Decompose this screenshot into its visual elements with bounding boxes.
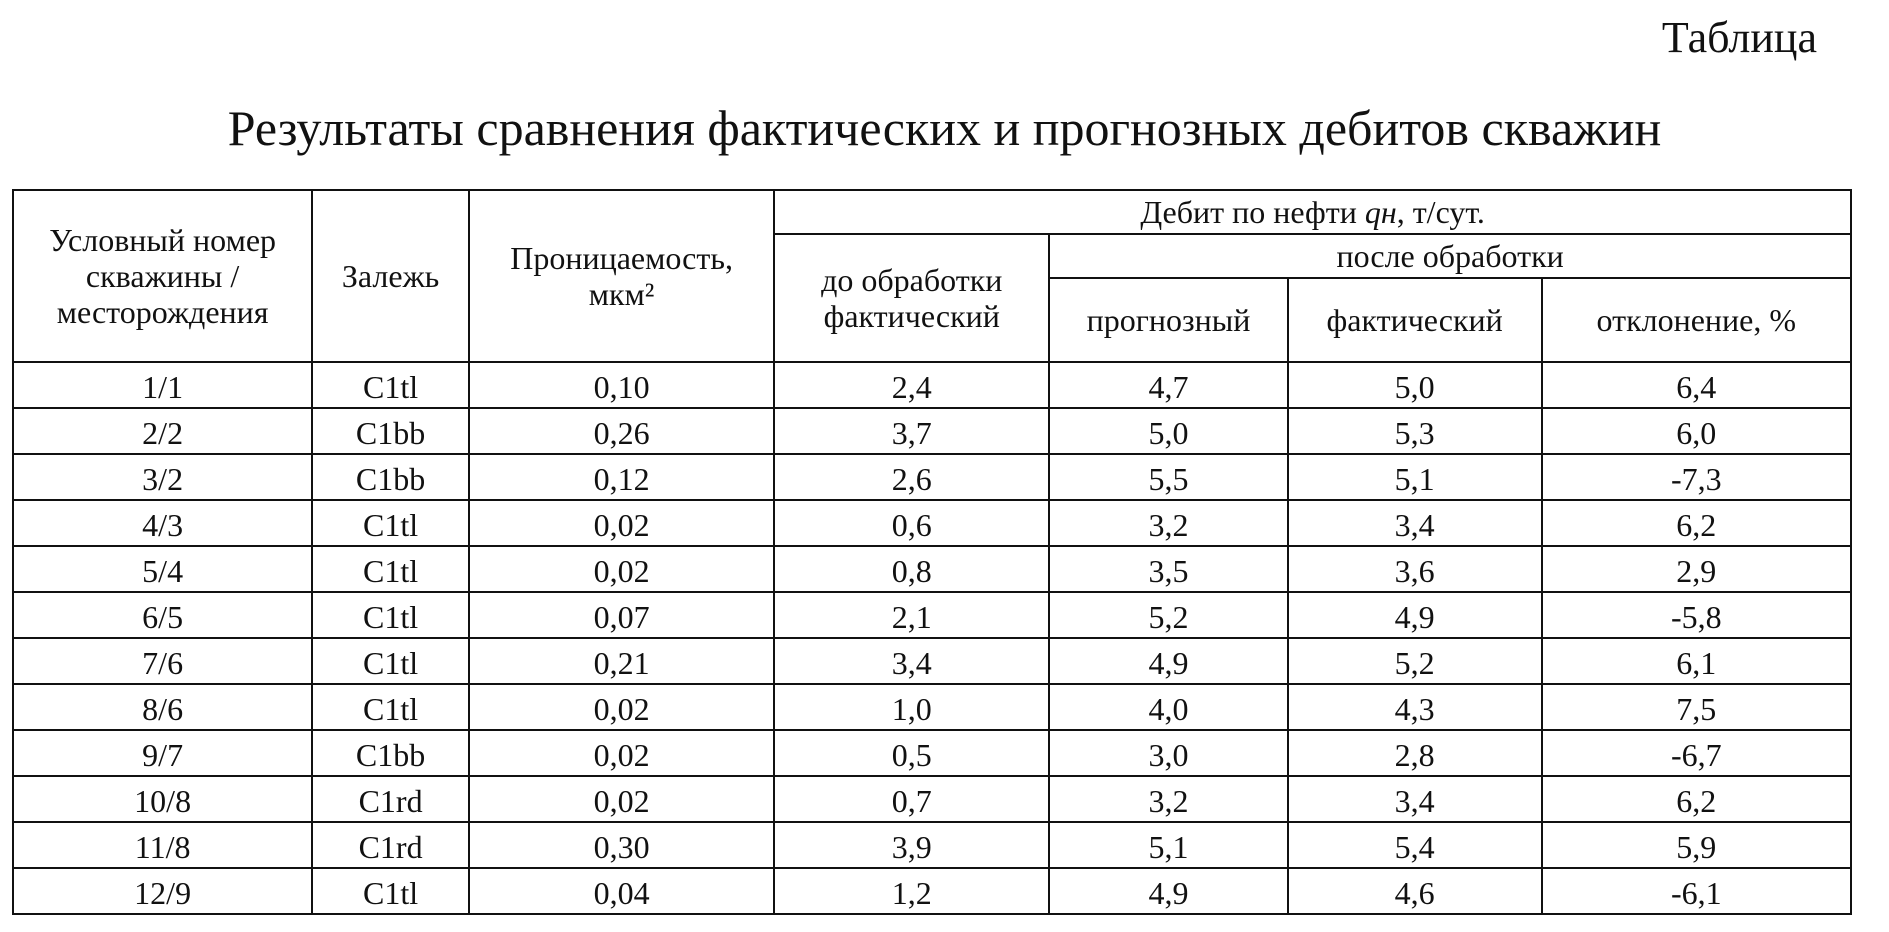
cell-permeability: 0,02 [469, 730, 774, 776]
header-well-number: Условный номер скважины / месторождения [13, 190, 312, 362]
table-row [13, 408, 1851, 454]
cell-actual: 3,6 [1288, 546, 1542, 592]
header-before-treatment: до обработки фактический [774, 234, 1049, 362]
table-body [13, 362, 1851, 914]
cell-well-number: 11/8 [13, 822, 312, 868]
header-deposit: Залежь [312, 190, 469, 362]
cell-well-number: 2/2 [13, 408, 312, 454]
cell-actual: 5,2 [1288, 638, 1542, 684]
cell-actual: 3,4 [1288, 500, 1542, 546]
cell-well-number: 5/4 [13, 546, 312, 592]
cell-deposit: C1tl [312, 638, 469, 684]
cell-deviation: 6,2 [1542, 776, 1851, 822]
cell-permeability: 0,10 [469, 362, 774, 408]
cell-before-treatment: 0,7 [774, 776, 1049, 822]
cell-forecast: 3,5 [1049, 546, 1288, 592]
cell-forecast: 3,0 [1049, 730, 1288, 776]
cell-deposit: C1bb [312, 730, 469, 776]
header-forecast: прогнозный [1049, 278, 1288, 362]
cell-permeability: 0,07 [469, 592, 774, 638]
cell-permeability: 0,30 [469, 822, 774, 868]
cell-before-treatment: 1,2 [774, 868, 1049, 914]
cell-before-treatment: 2,1 [774, 592, 1049, 638]
cell-actual: 5,1 [1288, 454, 1542, 500]
cell-permeability: 0,02 [469, 776, 774, 822]
cell-deviation: 6,0 [1542, 408, 1851, 454]
cell-deposit: C1tl [312, 868, 469, 914]
cell-deposit: C1tl [312, 592, 469, 638]
cell-actual: 2,8 [1288, 730, 1542, 776]
table-label: Таблица [1661, 13, 1817, 62]
table-row [13, 546, 1851, 592]
table-row [13, 500, 1851, 546]
cell-deviation: -6,1 [1542, 868, 1851, 914]
cell-deposit: C1tl [312, 546, 469, 592]
table-row [13, 822, 1851, 868]
header-oil-flow-prefix: Дебит по нефти [1140, 194, 1365, 230]
cell-deviation: 6,1 [1542, 638, 1851, 684]
cell-well-number: 6/5 [13, 592, 312, 638]
cell-actual: 5,4 [1288, 822, 1542, 868]
cell-deviation: 2,9 [1542, 546, 1851, 592]
header-permeability: Проницаемость, мкм² [469, 190, 774, 362]
cell-actual: 3,4 [1288, 776, 1542, 822]
cell-actual: 5,0 [1288, 362, 1542, 408]
table-row [13, 638, 1851, 684]
cell-well-number: 7/6 [13, 638, 312, 684]
cell-forecast: 5,0 [1049, 408, 1288, 454]
table-row [13, 730, 1851, 776]
cell-forecast: 4,7 [1049, 362, 1288, 408]
cell-deviation: -5,8 [1542, 592, 1851, 638]
cell-deposit: C1tl [312, 500, 469, 546]
cell-permeability: 0,26 [469, 408, 774, 454]
cell-before-treatment: 3,4 [774, 638, 1049, 684]
table-row [13, 776, 1851, 822]
cell-forecast: 3,2 [1049, 776, 1288, 822]
header-oil-flow-group [774, 190, 1851, 234]
table-row [13, 454, 1851, 500]
cell-permeability: 0,02 [469, 546, 774, 592]
table-row [13, 592, 1851, 638]
cell-actual: 5,3 [1288, 408, 1542, 454]
cell-forecast: 4,9 [1049, 638, 1288, 684]
cell-permeability: 0,02 [469, 684, 774, 730]
cell-deviation: -7,3 [1542, 454, 1851, 500]
cell-actual: 4,3 [1288, 684, 1542, 730]
cell-deposit: C1bb [312, 454, 469, 500]
header-deviation: отклонение, % [1542, 278, 1851, 362]
cell-deposit: C1rd [312, 822, 469, 868]
cell-deviation: 5,9 [1542, 822, 1851, 868]
cell-deviation: 6,4 [1542, 362, 1851, 408]
cell-before-treatment: 0,5 [774, 730, 1049, 776]
header-oil-flow-symbol: qн [1364, 194, 1397, 230]
cell-permeability: 0,21 [469, 638, 774, 684]
cell-well-number: 8/6 [13, 684, 312, 730]
cell-forecast: 3,2 [1049, 500, 1288, 546]
table-row [13, 684, 1851, 730]
document-title: Результаты сравнения фактических и прогнозных дебитов скважин [227, 100, 1662, 156]
cell-forecast: 5,5 [1049, 454, 1288, 500]
cell-deposit: C1tl [312, 362, 469, 408]
cell-deposit: C1rd [312, 776, 469, 822]
cell-well-number: 12/9 [13, 868, 312, 914]
table-row [13, 868, 1851, 914]
cell-actual: 4,9 [1288, 592, 1542, 638]
cell-deviation: 7,5 [1542, 684, 1851, 730]
cell-forecast: 5,2 [1049, 592, 1288, 638]
cell-well-number: 9/7 [13, 730, 312, 776]
cell-deposit: C1bb [312, 408, 469, 454]
results-table [12, 189, 1852, 915]
cell-permeability: 0,12 [469, 454, 774, 500]
cell-before-treatment: 0,6 [774, 500, 1049, 546]
cell-before-treatment: 2,6 [774, 454, 1049, 500]
cell-well-number: 10/8 [13, 776, 312, 822]
cell-before-treatment: 3,9 [774, 822, 1049, 868]
cell-deviation: 6,2 [1542, 500, 1851, 546]
cell-before-treatment: 2,4 [774, 362, 1049, 408]
table-row [13, 362, 1851, 408]
cell-well-number: 4/3 [13, 500, 312, 546]
header-after-treatment-group: после обработки [1049, 234, 1851, 278]
cell-deposit: C1tl [312, 684, 469, 730]
cell-before-treatment: 3,7 [774, 408, 1049, 454]
cell-actual: 4,6 [1288, 868, 1542, 914]
cell-permeability: 0,02 [469, 500, 774, 546]
header-oil-flow-suffix: , т/сут. [1396, 194, 1485, 230]
cell-permeability: 0,04 [469, 868, 774, 914]
cell-well-number: 1/1 [13, 362, 312, 408]
header-actual: фактический [1288, 278, 1542, 362]
cell-before-treatment: 0,8 [774, 546, 1049, 592]
cell-before-treatment: 1,0 [774, 684, 1049, 730]
cell-forecast: 4,0 [1049, 684, 1288, 730]
cell-deviation: -6,7 [1542, 730, 1851, 776]
cell-well-number: 3/2 [13, 454, 312, 500]
cell-forecast: 5,1 [1049, 822, 1288, 868]
cell-forecast: 4,9 [1049, 868, 1288, 914]
